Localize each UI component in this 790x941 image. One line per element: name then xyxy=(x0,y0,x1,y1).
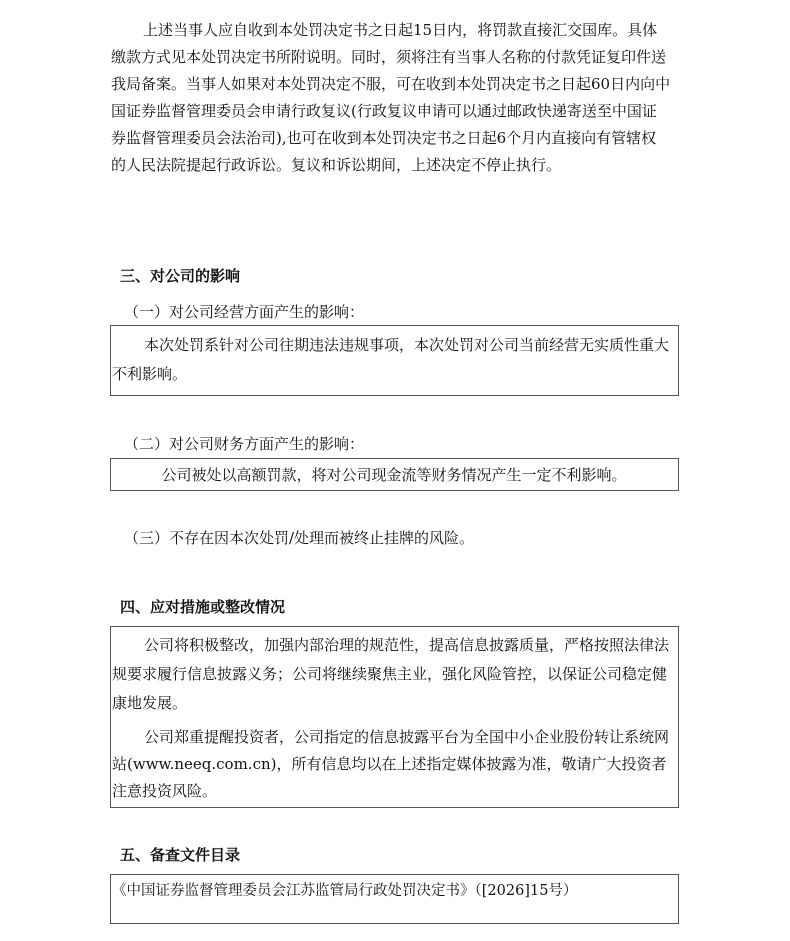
section4-box xyxy=(110,626,679,808)
section4-para2 xyxy=(111,724,678,805)
section3-item1-text: 本次处罚系针对公司往期违法违规事项，本次处罚对公司当前经营无实质性重大不利影响。 xyxy=(112,336,670,383)
section3-item1-label: （一）对公司经营方面产生的影响： xyxy=(124,303,365,321)
section3-item1-box xyxy=(110,325,679,396)
section3-item2-box xyxy=(110,458,679,491)
intro-text: 上述当事人应自收到本处罚决定书之日起15日内，将罚款直接汇交国库。具体缴款方式见本处罚决定书所附说明。同时，须将注有当事人名称的付款凭证复印件送我局备案。当事人如果对本处罚决定不服，可在收到本处罚决定书之日起60日内向中国证券监督管理委员会申请行政复议(行政复议申请可以通过邮政快递寄送至中国证券监督管理委员会法治司),也可在收到本处罚决定书之日起6个月内直接向有管辖权的人民法院提起行政诉讼。复议和诉讼期间，上述决定不停止执行。 xyxy=(111,21,671,174)
section5-title: 五、备查文件目录 xyxy=(120,846,241,864)
intro-paragraph xyxy=(111,17,671,179)
section3-item1-paragraph xyxy=(111,331,678,389)
section4-para2-text: 公司郑重提醒投资者，公司指定的信息披露平台为全国中小企业股份转让系统网站(www.neeq.com.cn)，所有信息均以在上述指定媒体披露为准，敬请广大投资者注意投资风险。 xyxy=(112,728,670,800)
section5-box xyxy=(110,874,679,924)
section4-para1 xyxy=(111,631,678,718)
section5-document: 《中国证券监督管理委员会江苏监管局行政处罚决定书》（[2026]15号） xyxy=(112,883,578,899)
section3-item2-text: 公司被处以高额罚款，将对公司现金流等财务情况产生一定不利影响。 xyxy=(161,466,627,484)
section3-title: 三、对公司的影响 xyxy=(120,267,241,285)
section4-title: 四、应对措施或整改情况 xyxy=(120,598,286,616)
section3-item3-label: （三）不存在因本次处罚/处理而被终止挂牌的风险。 xyxy=(124,529,475,547)
section4-para1-text: 公司将积极整改，加强内部治理的规范性，提高信息披露质量，严格按照法律法规要求履行信息披露义务；公司将继续聚焦主业，强化风险管控，以保证公司稳定健康地发展。 xyxy=(112,636,670,712)
section3-item2-label: （二）对公司财务方面产生的影响： xyxy=(124,435,365,453)
